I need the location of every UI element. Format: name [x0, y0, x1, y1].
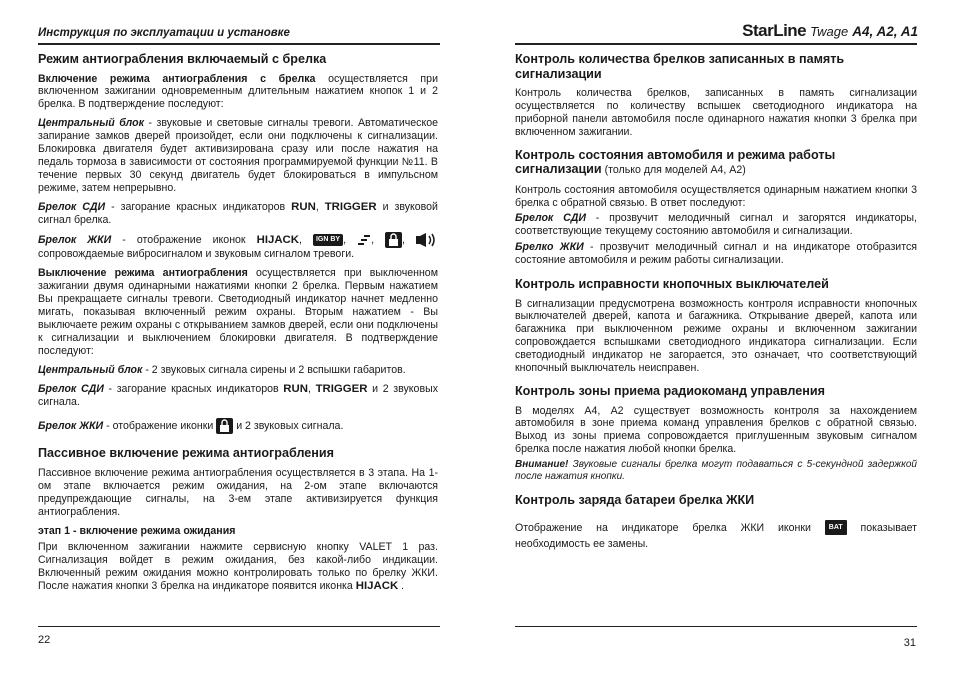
paragraph	[38, 117, 438, 194]
lead-text: Брелок ЖКИ	[38, 420, 104, 433]
lead-text: Центральный блок	[38, 117, 144, 130]
body-text: - загорание красных индикаторов	[105, 200, 292, 213]
model-codes: A4, A2, A1	[852, 24, 918, 39]
section-title-fob-count: Контроль количества брелков записанных в память сигнализации	[515, 52, 845, 81]
body-text: - прозвучит мелодичный сигнал и загорятся индикаторы, соответствующие текущему состоянию автомобиля и сигнализации.	[515, 212, 917, 238]
body-text: - прозвучит мелодичный сигнал и на индикаторе отобразится состояние автомобиля и режим работы сигнализации.	[515, 241, 917, 267]
footer-rule	[515, 626, 917, 627]
paragraph	[515, 520, 917, 552]
lock-open-icon	[216, 418, 233, 434]
body-text: и 2 звуковых сигнала.	[236, 420, 344, 433]
battery-icon: BAT	[825, 520, 847, 535]
paragraph	[38, 73, 438, 112]
paragraph: Контроль количества брелков, записанных в память сигнализации осуществляется по количеству вспышек светодиодного индикатора на приборной панели автомобиля после одинарного нажатия кнопки 3 брелка при включенном зажигании.	[515, 87, 917, 138]
paragraph: Пассивное включение режима антиограбления осуществляется в 3 этапа. На 1-ом этапе включается режим ожидания, на 2-ом этапе включаются предупреждающие сигналы, на 3-ем этапе активизируется функция антиограбления.	[38, 466, 438, 518]
body-text: - звуковые и световые сигналы тревоги. Автоматическое запирание замков дверей произойдет, если они подключены к сигнализации. Блокировка двигателя будет активизирована сразу или после нажатия на педаль тормоза в зависимости от состояния программируемой функции №11. В течение первых 30 секунд двигатель будет блокироваться в импульсном режиме, затем непрерывно.	[38, 117, 438, 194]
section-title-passive-antirobbery: Пассивное включение режима антиограбления	[38, 446, 335, 461]
hijack-label: HIJACK	[256, 234, 299, 247]
body-text: сопровождаемые вибросигналом и звуковым сигналом тревоги.	[38, 248, 355, 261]
body-text: Отображение на индикаторе брелка ЖКИ иконки	[515, 521, 825, 534]
paragraph: Контроль состояния автомобиля осуществляется одинарным нажатием кнопки 3 брелка с обратной связью. В ответ последуют:	[515, 183, 917, 209]
hijack-label: HIJACK	[355, 580, 399, 593]
trigger-label: TRIGGER	[315, 382, 368, 395]
footer-rule	[38, 626, 440, 627]
siren-icon	[416, 233, 438, 247]
page-number: 31	[903, 637, 916, 649]
body-text: .	[398, 580, 405, 593]
right-page	[477, 0, 954, 677]
body-text: - отображение иконок	[111, 234, 257, 247]
body-text: и 2 звуковых сигнала.	[38, 382, 438, 408]
section-title-antirobbery-fob: Режим антиограбления включаемый с брелка	[38, 52, 327, 66]
run-label: RUN	[283, 382, 308, 395]
lead-text: Центральный блок	[38, 363, 143, 376]
section-title-car-status	[515, 148, 917, 178]
ign-by-icon: IGN BY	[313, 234, 343, 246]
paragraph: В моделях А4, А2 существует возможность контроля за нахождением автомобиля в зоне приема команд управления брелков с обратной связью. Выход из зоны приема сопровождается приглушенным звуковым сигналом брелка после нажатия любой кнопки брелка.	[515, 404, 917, 456]
page-number: 22	[38, 634, 51, 646]
brand-header	[742, 21, 918, 41]
left-column	[38, 52, 438, 599]
lock-open-icon	[385, 232, 402, 248]
note-paragraph	[515, 459, 917, 483]
paragraph	[38, 364, 438, 377]
paragraph	[38, 201, 438, 227]
body-text: осуществляется при включенном зажигании одновременным длительным нажатием кнопок 1 и 2 брелка. В подтверждение последуют:	[38, 72, 438, 111]
body-text: показывает необходимость ее замены.	[515, 521, 918, 550]
manual-header: Инструкция по эксплуатации и установке	[38, 27, 290, 39]
body-text: При включенном зажигании нажмите сервисную кнопку VALET 1 раз. Сигнализация войдет в режим ожидания, без какой-либо индикации. Включенный режим ожидания можно контролировать только по брелку ЖКИ. После нажатия кнопки 3 брелка на индикаторе появится иконка	[38, 541, 438, 593]
lead-text: Брелко ЖКИ	[515, 241, 584, 254]
right-column	[515, 52, 917, 558]
header-rule	[515, 43, 917, 45]
starline-logo: StarLine	[742, 21, 807, 40]
body-text: - отображение иконки	[103, 420, 217, 433]
lead-text: Брелок СДИ	[515, 212, 586, 225]
paragraph	[515, 212, 917, 238]
body-text: - загорание красных индикаторов	[103, 382, 284, 395]
body-text: и звуковой сигнал брелка.	[38, 200, 438, 226]
paragraph: В сигнализации предусмотрена возможность контроля исправности кнопочных выключателей дверей, капота и багажника. Открывание дверей, капота или багажника при выключенном режиме охраны и включенном зажигании сопровождается вспышками светодиодного индикатора сигнализации. Если светодиодный индикатор не загорается, это означает, что соответствующий кнопочный выключатель неисправен.	[515, 297, 917, 375]
stage-heading: этап 1 - включение режима ожидания	[38, 524, 236, 537]
section-title-switches: Контроль исправности кнопочных выключателей	[515, 277, 829, 292]
section-title-radio-zone: Контроль зоны приема радиокоманд управления	[515, 384, 825, 398]
lead-text: Брелок ЖКИ	[38, 234, 112, 247]
note-text: Звуковые сигналы брелка могут подаваться с 5-секундной задержкой после нажатия кнопки.	[515, 459, 917, 483]
run-label: RUN	[291, 200, 316, 213]
trigger-label: TRIGGER	[324, 200, 377, 213]
body-text: осуществляется при выключенном зажигании двумя одинарными нажатиями кнопки 2 брелка. Первым нажатием Вы прекращаете сигналы тревоги. Светодиодный индикатор начнет медленно мигать, показывая включенный режим охраны. Вторым нажатием - Вы выключаете режим охраны с открыванием замков дверей, если они подключены к сигнализации и выключением блокировки двигателя. В подтверждение последуют:	[38, 267, 438, 357]
body-text: - 2 звуковых сигнала сирены и 2 вспышки габаритов.	[142, 363, 406, 376]
section-title-battery: Контроль заряда батареи брелка ЖКИ	[515, 493, 755, 508]
note-lead: Внимание!	[515, 459, 569, 471]
title-note: (только для моделей А4, А2)	[601, 164, 746, 177]
header-rule	[38, 43, 440, 45]
paragraph	[515, 241, 917, 267]
paragraph: Брелок ЖКИ - отображение иконок HIJACK, IGN BY , , , сопровождаемые вибросигналом и звуковым сигналом тревоги.	[38, 232, 438, 261]
lead-text: Брелок СДИ	[38, 382, 104, 395]
paragraph	[38, 541, 438, 593]
model-name: Twage	[810, 24, 849, 39]
door-icon	[357, 234, 371, 246]
lead-text: Брелок СДИ	[38, 200, 106, 213]
paragraph	[38, 418, 438, 434]
lead-text: Включение режима антиограбления с брелка	[38, 72, 316, 85]
title-text: Контроль состояния автомобиля и режима работы сигнализации	[515, 147, 836, 177]
body-text: ,	[315, 200, 325, 213]
lead-text: Выключение режима антиограбления	[38, 267, 248, 280]
paragraph	[38, 267, 438, 357]
paragraph	[38, 383, 438, 409]
body-text: ,	[307, 382, 316, 395]
